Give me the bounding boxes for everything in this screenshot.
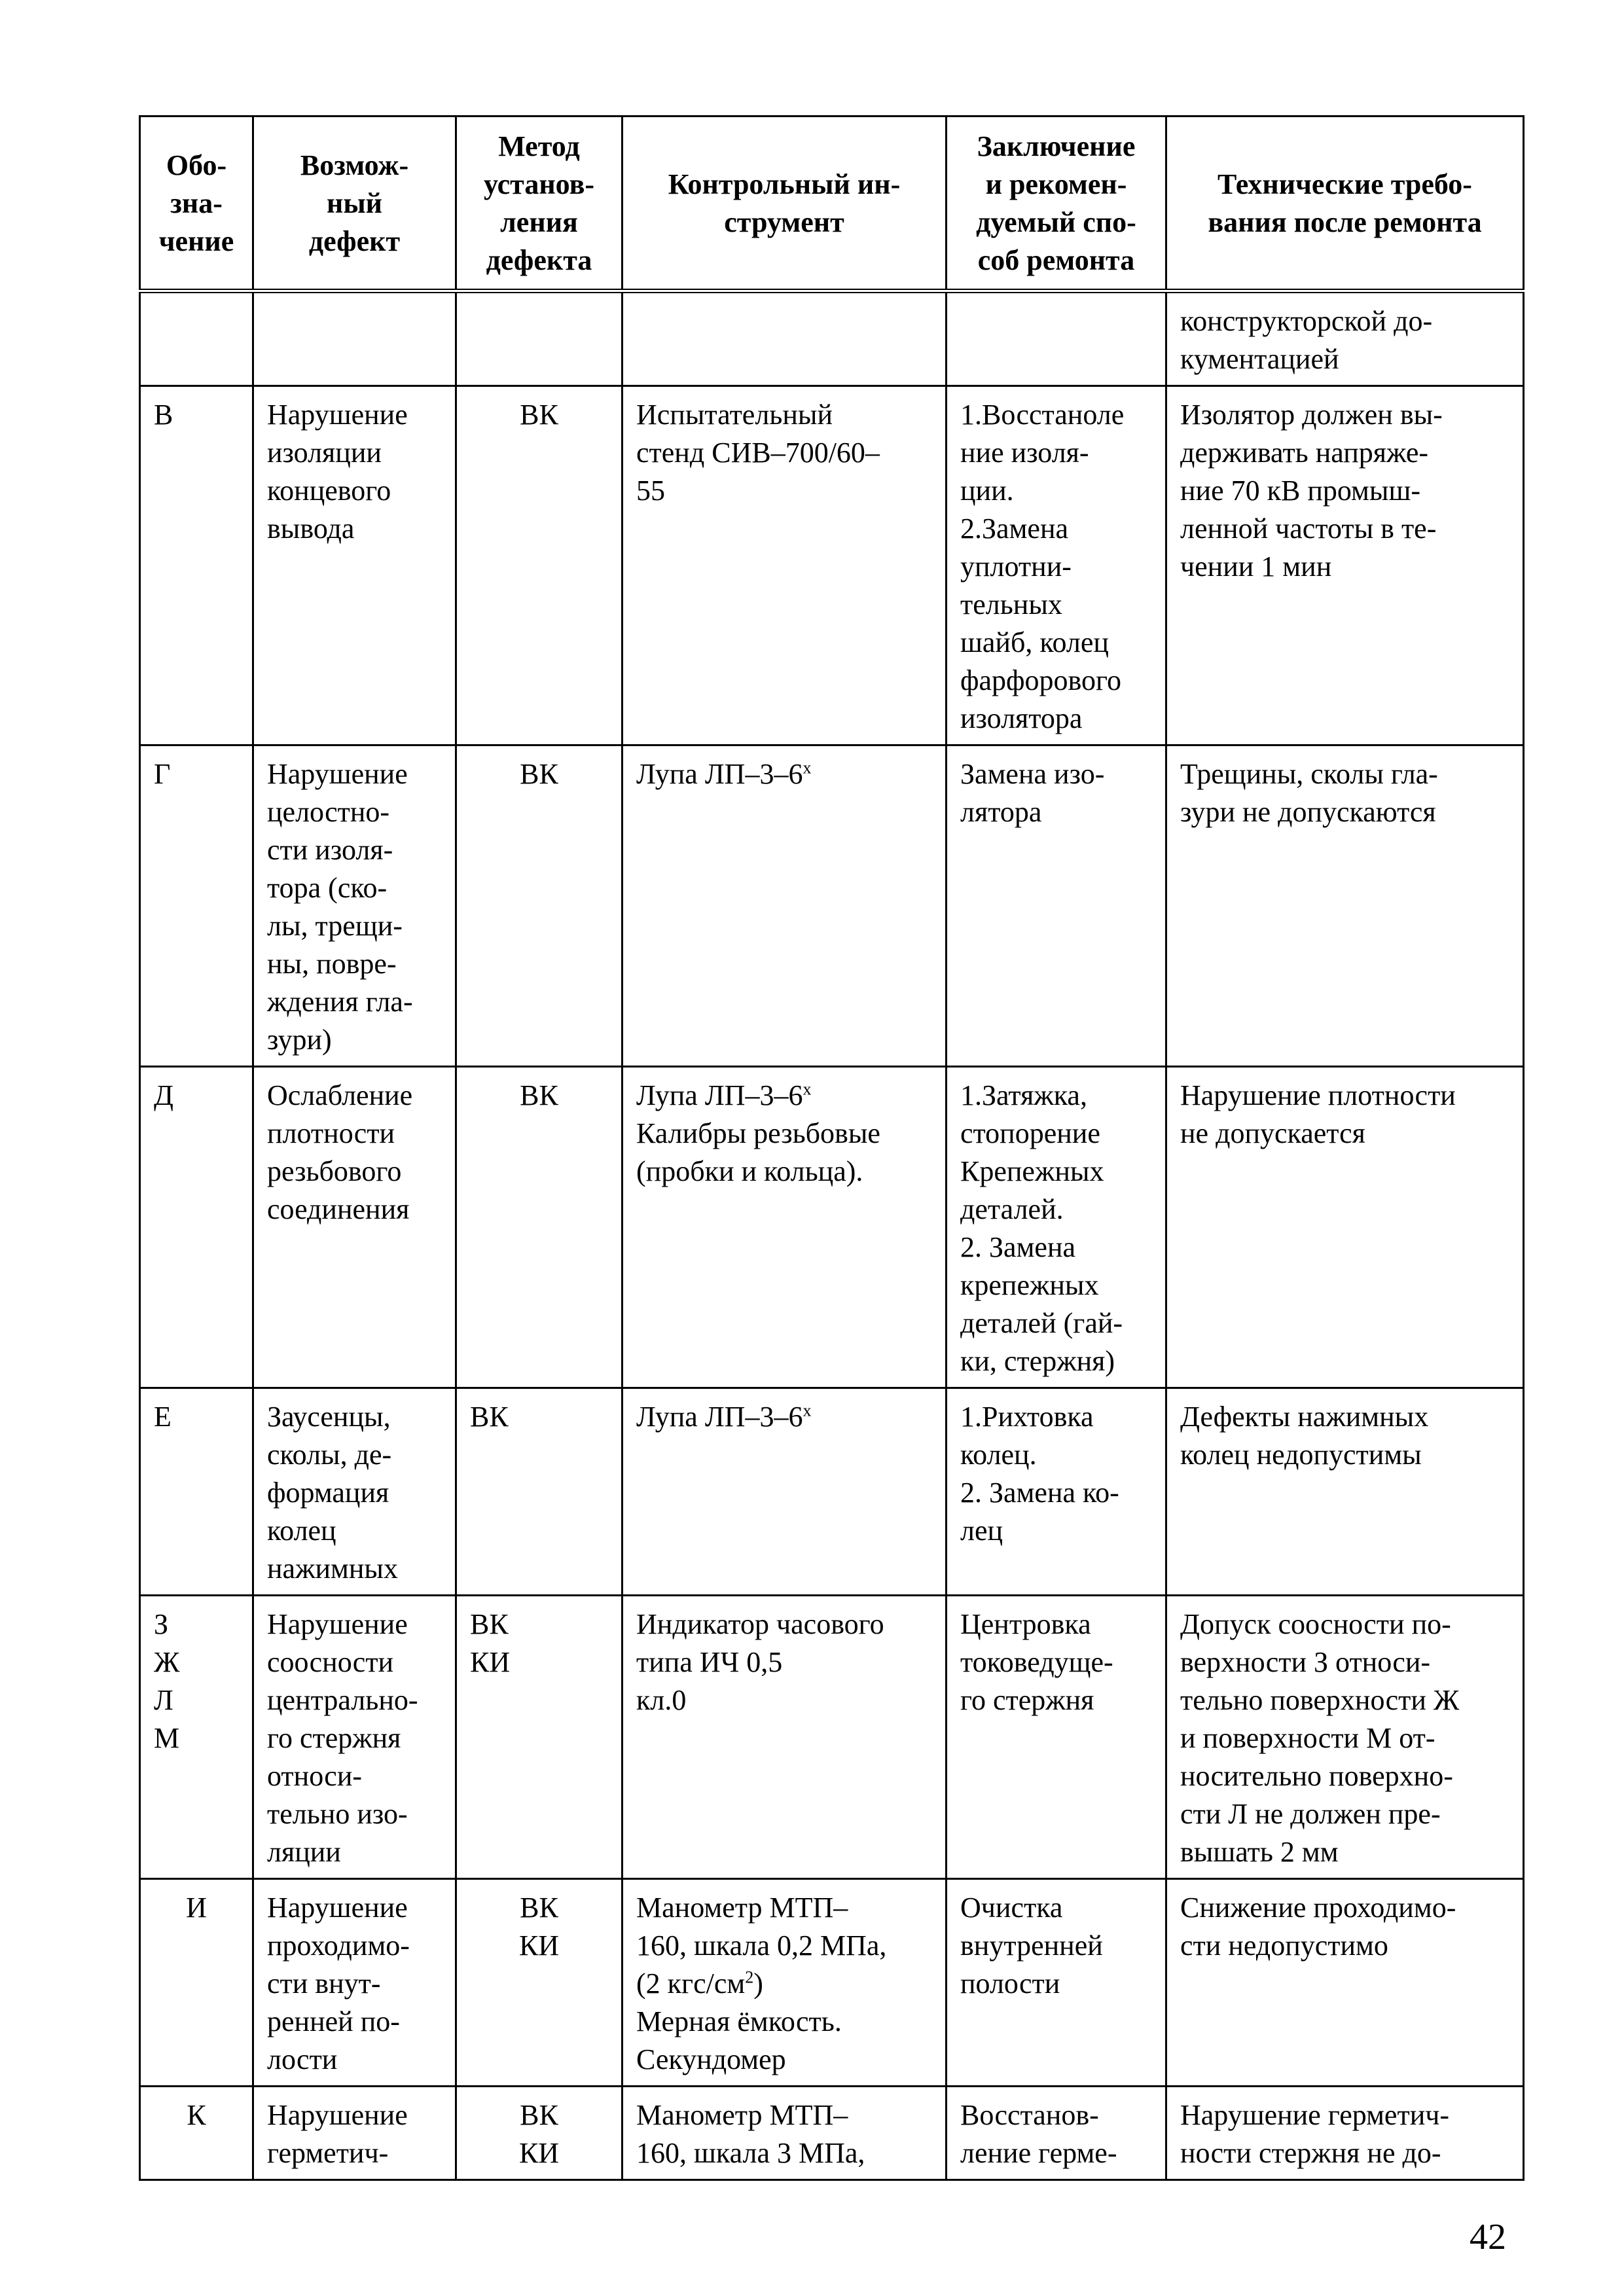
instrument-text-tail: ) Мерная ёмкость. Секундомер — [636, 1967, 842, 2075]
header-method: Метод установ- ления дефекта — [456, 117, 623, 291]
cell-requirements: Допуск соосности по- верхности З относи- тельно поверхности Ж и поверхности М от- носительно поверхно- сти Л не должен пре- вышать 2 мм — [1166, 1596, 1524, 1879]
cell-designation: Д — [140, 1067, 253, 1388]
cell-instrument — [623, 745, 947, 1067]
cell-instrument — [623, 1879, 947, 2087]
header-designation: Обо- зна- чение — [140, 117, 253, 291]
table-row — [140, 1596, 1524, 1879]
cell-instrument: Индикатор часового типа ИЧ 0,5 кл.0 — [623, 1596, 947, 1879]
cell-instrument: Испытательный стенд СИВ–700/60– 55 — [623, 386, 947, 745]
cell-method: ВК КИ — [456, 1879, 623, 2087]
cell-method: ВК — [456, 1067, 623, 1388]
cell-designation: К — [140, 2087, 253, 2180]
table-row — [140, 1067, 1524, 1388]
instrument-superscript: х — [803, 1079, 812, 1099]
table-row — [140, 745, 1524, 1067]
cell-defect: Нарушение целостно- сти изоля- тора (ско- лы, трещи- ны, повре- ждения гла- зури) — [253, 745, 456, 1067]
cell-designation: З Ж Л М — [140, 1596, 253, 1879]
cell-method: ВК — [456, 1388, 623, 1596]
defects-table — [139, 115, 1525, 2181]
header-defect: Возмож- ный дефект — [253, 117, 456, 291]
cell-method: ВК — [456, 745, 623, 1067]
cell-requirements: Дефекты нажимных колец недопустимы — [1166, 1388, 1524, 1596]
instrument-text: Лупа ЛП–3–6 — [636, 758, 803, 790]
cell-defect: Нарушение соосности центрально- го стержня относи- тельно изо- ляции — [253, 1596, 456, 1879]
instrument-text-tail: Калибры резьбовые (пробки и кольца). — [636, 1117, 880, 1187]
cell-repair: 1.Рихтовка колец. 2. Замена ко- лец — [947, 1388, 1166, 1596]
cell-designation: В — [140, 386, 253, 745]
cell-instrument: Манометр МТП– 160, шкала 3 МПа, — [623, 2087, 947, 2180]
instrument-superscript: х — [803, 758, 812, 778]
cell-defect — [253, 291, 456, 386]
cell-requirements: Изолятор должен вы- держивать напряже- ние 70 кВ промыш- ленной частоты в те- чении 1 мин — [1166, 386, 1524, 745]
cell-defect: Нарушение проходимо- сти внут- ренней по- лости — [253, 1879, 456, 2087]
header-repair: Заключение и рекомен- дуемый спо- соб ремонта — [947, 117, 1166, 291]
header-instrument: Контрольный ин- струмент — [623, 117, 947, 291]
table-row — [140, 2087, 1524, 2180]
cell-instrument — [623, 1067, 947, 1388]
cell-repair: 1.Затяжка, стопорение Крепежных деталей. 2. Замена крепежных деталей (гай- ки, стержня) — [947, 1067, 1166, 1388]
instrument-text: Лупа ЛП–3–6 — [636, 1401, 803, 1433]
header-requirements: Технические требо- вания после ремонта — [1166, 117, 1524, 291]
table-row — [140, 386, 1524, 745]
cell-repair: Восстанов- ление герме- — [947, 2087, 1166, 2180]
instrument-text: Манометр МТП– 160, шкала 0,2 МПа, (2 кгс/см — [636, 1892, 887, 2000]
cell-method: ВК КИ — [456, 1596, 623, 1879]
page-number: 42 — [1470, 2217, 1506, 2257]
cell-repair: 1.Восстаноле ние изоля- ции. 2.Замена уплотни- тельных шайб, колец фарфорового изолятора — [947, 386, 1166, 745]
cell-instrument — [623, 291, 947, 386]
table-row — [140, 1388, 1524, 1596]
cell-designation: И — [140, 1879, 253, 2087]
cell-repair: Замена изо- лятора — [947, 745, 1166, 1067]
instrument-text: Лупа ЛП–3–6 — [636, 1079, 803, 1111]
cell-instrument — [623, 1388, 947, 1596]
cell-requirements: Снижение проходимо- сти недопустимо — [1166, 1879, 1524, 2087]
cell-designation — [140, 291, 253, 386]
cell-repair: Центровка токоведуще- го стержня — [947, 1596, 1166, 1879]
cell-designation: Г — [140, 745, 253, 1067]
cell-repair: Очистка внутренней полости — [947, 1879, 1166, 2087]
table-header-row — [140, 117, 1524, 291]
cell-repair — [947, 291, 1166, 386]
cell-requirements: Нарушение плотности не допускается — [1166, 1067, 1524, 1388]
cell-requirements: Нарушение герметич- ности стержня не до- — [1166, 2087, 1524, 2180]
cell-defect: Заусенцы, сколы, де- формация колец нажимных — [253, 1388, 456, 1596]
cell-requirements: Трещины, сколы гла- зури не допускаются — [1166, 745, 1524, 1067]
cell-defect: Нарушение изоляции концевого вывода — [253, 386, 456, 745]
cell-method: ВК — [456, 386, 623, 745]
instrument-superscript: х — [803, 1401, 812, 1420]
cell-defect: Нарушение герметич- — [253, 2087, 456, 2180]
instrument-superscript: 2 — [745, 1967, 754, 1987]
cell-method — [456, 291, 623, 386]
cell-requirements: конструкторской до- кументацией — [1166, 291, 1524, 386]
table-row — [140, 291, 1524, 386]
cell-method: ВК КИ — [456, 2087, 623, 2180]
cell-designation: Е — [140, 1388, 253, 1596]
cell-defect: Ослабление плотности резьбового соединения — [253, 1067, 456, 1388]
table-row — [140, 1879, 1524, 2087]
